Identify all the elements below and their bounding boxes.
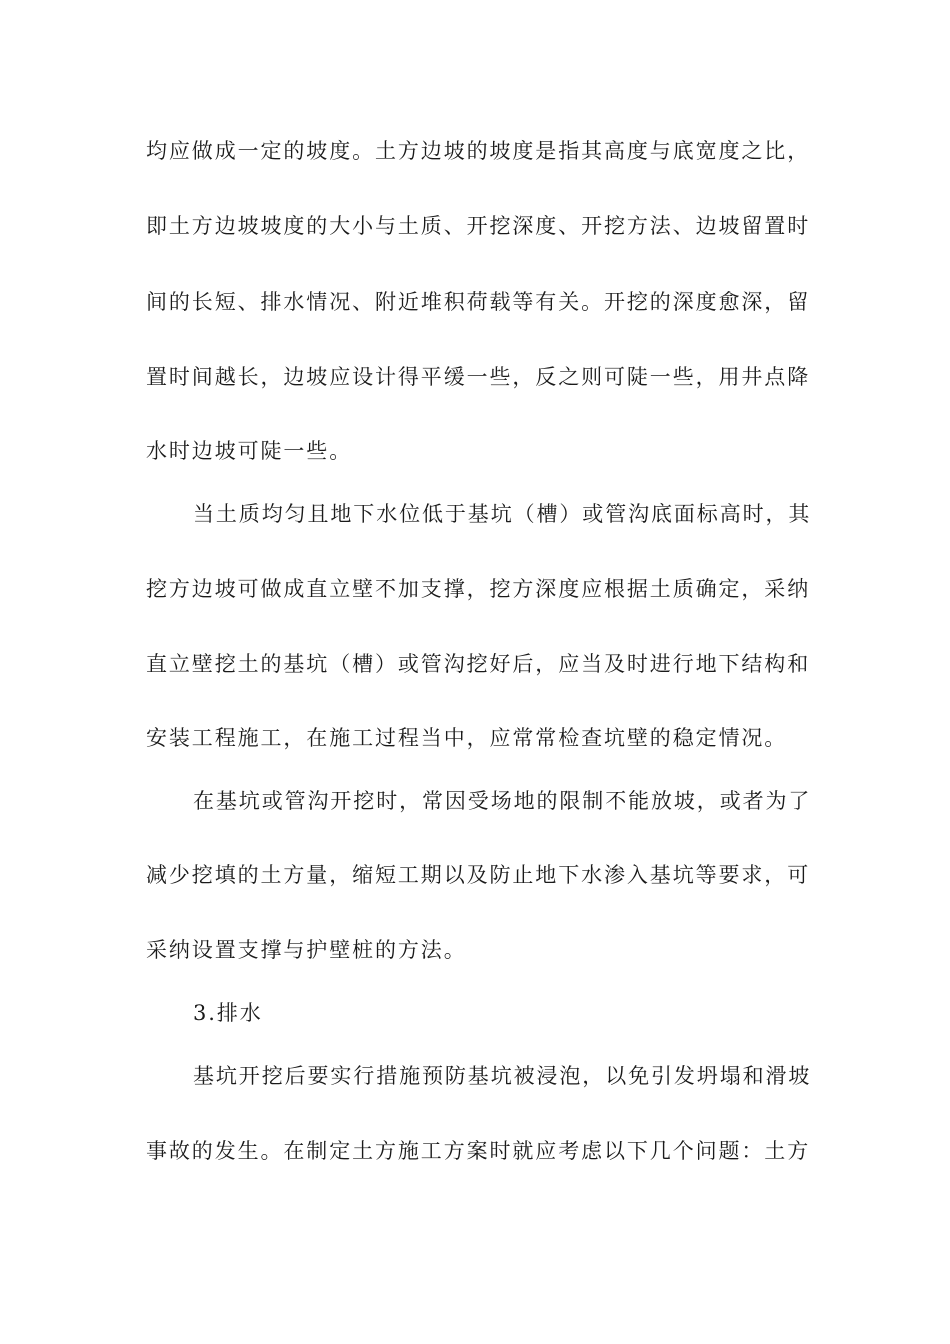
paragraph-line: 均应做成一定的坡度。土方边坡的坡度是指其高度与底宽度之比， — [146, 139, 811, 163]
paragraph-line: 当土质均匀且地下水位低于基坑（槽）或管沟底面标高时，其 — [193, 502, 812, 526]
paragraph-line: 水时边坡可陡一些。 — [146, 439, 353, 463]
paragraph-line: 采纳设置支撑与护壁桩的方法。 — [146, 938, 467, 962]
section-heading: 3.排水 — [193, 1001, 263, 1025]
paragraph-line: 即土方边坡坡度的大小与土质、开挖深度、开挖方法、边坡留置时 — [146, 214, 811, 238]
paragraph-line: 安装工程施工，在施工过程当中，应常常检查坑壁的稳定情况。 — [146, 726, 788, 750]
paragraph-line: 基坑开挖后要实行措施预防基坑被浸泡，以免引发坍塌和滑坡 — [193, 1064, 812, 1088]
paragraph-line: 在基坑或管沟开挖时，常因受场地的限制不能放坡，或者为了 — [193, 789, 812, 813]
paragraph-line: 事故的发生。在制定土方施工方案时就应考虑以下几个问题：土方 — [146, 1139, 811, 1163]
paragraph-line: 挖方边坡可做成直立壁不加支撑，挖方深度应根据土质确定，采纳 — [146, 577, 811, 601]
paragraph-line: 直立壁挖土的基坑（槽）或管沟挖好后，应当及时进行地下结构和 — [146, 652, 811, 676]
paragraph-line: 减少挖填的土方量，缩短工期以及防止地下水渗入基坑等要求，可 — [146, 863, 811, 887]
paragraph-line: 置时间越长，边坡应设计得平缓一些，反之则可陡一些，用井点降 — [146, 365, 811, 389]
paragraph-line: 间的长短、排水情况、附近堆积荷载等有关。开挖的深度愈深，留 — [146, 290, 811, 314]
